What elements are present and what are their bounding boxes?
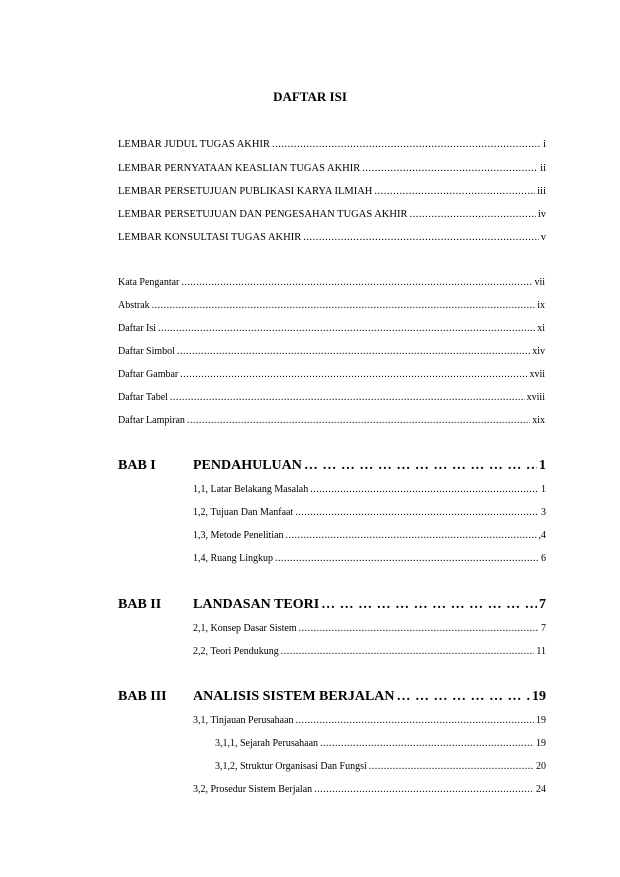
leader-dots xyxy=(275,553,539,564)
toc-entry[interactable] xyxy=(193,507,546,518)
chapter-number: BAB II xyxy=(118,597,162,612)
leader-dots xyxy=(286,530,537,541)
toc-entry-page: 24 xyxy=(536,784,546,795)
toc-entry-page: 19 xyxy=(536,715,546,726)
toc-entry-label: LEMBAR PERNYATAAN KEASLIAN TUGAS AKHIR xyxy=(118,163,361,174)
toc-entry[interactable] xyxy=(118,415,545,426)
chapter-entry[interactable] xyxy=(193,689,546,705)
toc-entry[interactable] xyxy=(215,738,546,749)
leader-dots xyxy=(299,623,539,634)
toc-entry-page: vii xyxy=(534,277,545,288)
toc-entry[interactable] xyxy=(215,761,546,772)
toc-entry-page: iii xyxy=(537,186,546,197)
toc-entry-label: Kata Pengantar xyxy=(118,277,180,288)
toc-entry[interactable] xyxy=(193,484,546,495)
chapter-number: BAB III xyxy=(118,689,167,704)
chapter-number: BAB I xyxy=(118,458,156,473)
toc-entry-page: 7 xyxy=(541,623,546,634)
toc-entry[interactable] xyxy=(193,553,546,564)
toc-entry[interactable] xyxy=(193,784,546,795)
toc-entry-page: xvii xyxy=(529,369,545,380)
page-title: DAFTAR ISI xyxy=(273,89,347,104)
leader-dots xyxy=(303,232,539,243)
toc-entry-label: LEMBAR JUDUL TUGAS AKHIR xyxy=(118,139,270,150)
toc-entry[interactable] xyxy=(118,163,546,174)
leader-dots xyxy=(369,761,534,772)
leader-dots xyxy=(374,186,535,197)
toc-entry[interactable] xyxy=(118,392,545,403)
toc-entry-label: Daftar Gambar xyxy=(118,369,179,380)
toc-entry-label: 1,2, Tujuan Dan Manfaat xyxy=(193,507,294,518)
toc-entry-page: xviii xyxy=(526,392,545,403)
leader-dots xyxy=(272,139,541,150)
toc-entry-label: Abstrak xyxy=(118,300,150,311)
toc-entry-page: 11 xyxy=(536,646,546,657)
leader-dots xyxy=(320,738,534,749)
toc-entry-label: 3,1,1, Sejarah Perusahaan xyxy=(215,738,319,749)
toc-entry-label: 1,3, Metode Penelitian xyxy=(193,530,284,541)
chapter-title: ANALISIS SISTEM BERJALAN xyxy=(193,689,395,704)
toc-entry-label: 3,1,2, Struktur Organisasi Dan Fungsi xyxy=(215,761,367,772)
toc-entry-label: Daftar Isi xyxy=(118,323,157,334)
toc-entry[interactable] xyxy=(193,530,546,541)
chapter-page: 19 xyxy=(532,689,546,704)
toc-entry[interactable] xyxy=(193,715,546,726)
toc-entry-page: 20 xyxy=(536,761,546,772)
toc-entry[interactable] xyxy=(118,369,545,380)
toc-entry[interactable] xyxy=(118,139,546,150)
leader-dots xyxy=(304,458,537,474)
leader-dots xyxy=(321,597,537,613)
toc-entry[interactable] xyxy=(193,623,546,634)
toc-entry-page: xi xyxy=(537,323,545,334)
leader-dots xyxy=(181,277,532,288)
leader-dots xyxy=(281,646,535,657)
leader-dots xyxy=(362,163,538,174)
leader-dots xyxy=(170,392,525,403)
toc-entry[interactable] xyxy=(193,646,546,657)
chapter-title: PENDAHULUAN xyxy=(193,458,302,473)
toc-entry-page: xiv xyxy=(532,346,545,357)
chapter-entry[interactable] xyxy=(193,458,546,474)
toc-entry-label: LEMBAR PERSETUJUAN PUBLIKASI KARYA ILMIAH xyxy=(118,186,373,197)
toc-entry-label: Daftar Tabel xyxy=(118,392,168,403)
toc-entry-label: 1,4, Ruang Lingkup xyxy=(193,553,273,564)
chapter-page: 1 xyxy=(539,458,546,473)
toc-entry-page: 19 xyxy=(536,738,546,749)
leader-dots xyxy=(177,346,530,357)
toc-entry-page: ii xyxy=(540,163,546,174)
toc-entry-page: 3 xyxy=(541,507,546,518)
toc-entry-page: iv xyxy=(537,209,546,220)
toc-entry-page: xix xyxy=(532,415,545,426)
chapter-title: LANDASAN TEORI xyxy=(193,597,320,612)
chapter-page: 7 xyxy=(539,597,546,612)
leader-dots xyxy=(314,784,534,795)
toc-entry-page: 1 xyxy=(541,484,546,495)
leader-dots xyxy=(296,715,534,726)
toc-entry-label: LEMBAR PERSETUJUAN DAN PENGESAHAN TUGAS AKHIR xyxy=(118,209,408,220)
chapter-entry[interactable] xyxy=(193,597,546,613)
toc-entry-page: i xyxy=(543,139,546,150)
toc-entry[interactable] xyxy=(118,232,546,243)
leader-dots xyxy=(180,369,527,380)
toc-entry-label: Daftar Lampiran xyxy=(118,415,185,426)
toc-entry-label: 2,1, Konsep Dasar Sistem xyxy=(193,623,297,634)
toc-entry-label: Daftar Simbol xyxy=(118,346,175,357)
toc-entry-label: 2,2, Teori Pendukung xyxy=(193,646,279,657)
toc-entry-label: 3,1, Tinjauan Perusahaan xyxy=(193,715,294,726)
toc-entry-page: ix xyxy=(537,300,545,311)
toc-entry-label: 1,1, Latar Belakang Masalah xyxy=(193,484,309,495)
leader-dots xyxy=(409,209,535,220)
toc-entry-label: LEMBAR KONSULTASI TUGAS AKHIR xyxy=(118,232,302,243)
toc-entry[interactable] xyxy=(118,186,546,197)
toc-entry[interactable] xyxy=(118,346,545,357)
leader-dots xyxy=(310,484,539,495)
leader-dots xyxy=(158,323,535,334)
toc-entry[interactable] xyxy=(118,300,545,311)
toc-entry-page: ,4 xyxy=(538,530,546,541)
toc-entry-page: v xyxy=(540,232,546,243)
toc-entry-label: 3,2, Prosedur Sistem Berjalan xyxy=(193,784,313,795)
leader-dots xyxy=(295,507,539,518)
leader-dots xyxy=(152,300,536,311)
leader-dots xyxy=(397,689,530,705)
toc-entry-page: 6 xyxy=(541,553,546,564)
toc-entry[interactable] xyxy=(118,323,545,334)
toc-entry[interactable] xyxy=(118,277,545,288)
toc-entry[interactable] xyxy=(118,209,546,220)
leader-dots xyxy=(187,415,530,426)
